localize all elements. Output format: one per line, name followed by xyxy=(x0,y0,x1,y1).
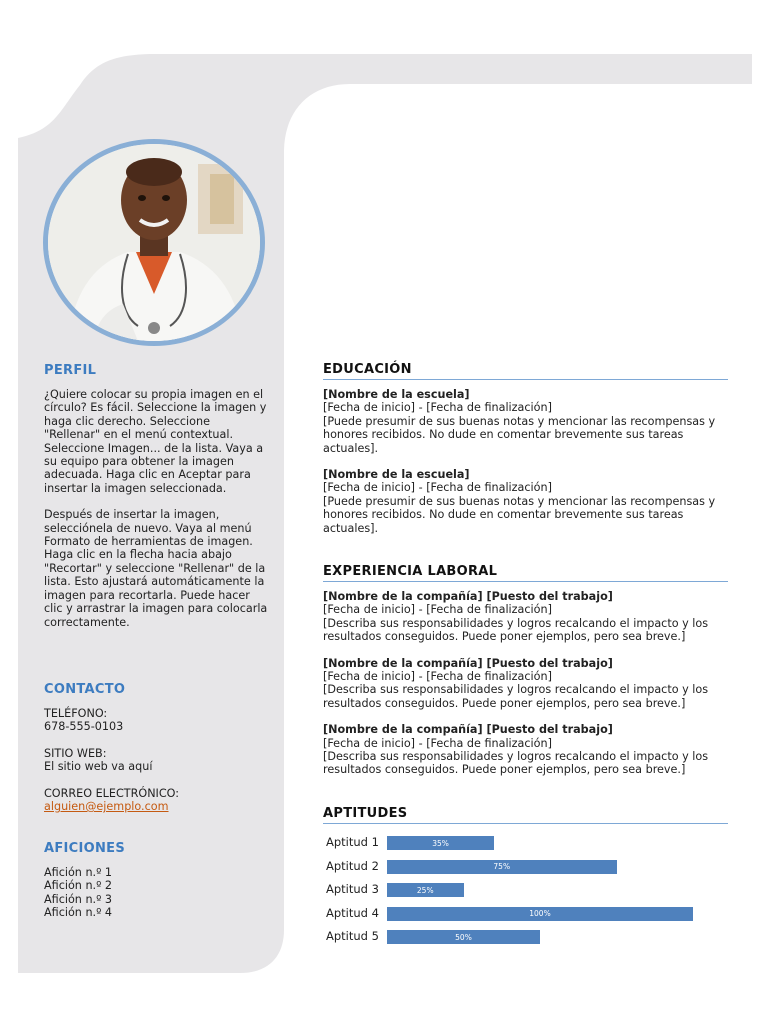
skill-track xyxy=(387,883,693,897)
profile-heading: PERFIL xyxy=(44,363,97,378)
entry-dates: [Fecha de inicio] - [Fecha de finalización] xyxy=(323,401,552,415)
skill-track xyxy=(387,860,693,874)
hobby-item: Afición n.º 3 xyxy=(44,892,113,906)
contact-phone xyxy=(44,707,268,734)
entry-dates: [Fecha de inicio] - [Fecha de finalización] xyxy=(323,670,552,684)
education-heading: EDUCACIÓN xyxy=(323,362,728,380)
entry-dates: [Fecha de inicio] - [Fecha de finalización] xyxy=(323,603,552,617)
skill-label: Aptitud 2 xyxy=(326,858,379,873)
entry-description: [Describa sus responsabilidades y logros recalcando el impacto y los resultados conseguidos. Puede poner ejemplos, pero sea breve.] xyxy=(323,750,709,777)
hobby-item: Afición n.º 4 xyxy=(44,906,113,920)
skill-track xyxy=(387,836,693,850)
skills-chart xyxy=(323,836,728,966)
web-value: El sitio web va aquí xyxy=(44,760,153,774)
experience-entry xyxy=(323,590,728,644)
entry-dates: [Fecha de inicio] - [Fecha de finalización] xyxy=(323,736,552,750)
contact-section xyxy=(44,682,268,826)
email-link[interactable]: alguien@ejemplo.com xyxy=(44,800,169,814)
doctor-portrait-illustration xyxy=(48,144,260,341)
skill-label: Aptitud 3 xyxy=(326,882,379,896)
skill-bar xyxy=(387,883,464,897)
skill-row xyxy=(323,930,728,944)
skill-bar xyxy=(387,860,617,874)
skill-row xyxy=(323,883,728,897)
entry-dates: [Fecha de inicio] - [Fecha de finalización] xyxy=(323,481,552,495)
skill-percent-label: 75% xyxy=(493,862,511,871)
education-section xyxy=(323,362,728,535)
skill-percent-label: 25% xyxy=(416,885,434,895)
entry-description: [Puede presumir de sus buenas notas y mencionar las recompensas y honores recibidos. No dude en comentar brevemente sus tareas actuales]. xyxy=(323,494,716,535)
experience-heading: EXPERIENCIA LABORAL xyxy=(323,564,728,582)
skill-label: Aptitud 4 xyxy=(326,905,379,920)
skill-label: Aptitud 1 xyxy=(326,835,379,849)
skill-bar xyxy=(387,930,540,944)
hobby-item: Afición n.º 1 xyxy=(44,866,113,879)
phone-label: TELÉFONO: xyxy=(44,707,108,720)
skill-percent-label: 100% xyxy=(529,909,551,918)
profile-paragraph: Después de insertar la imagen, selecciónela de nuevo. Vaya al menú Formato de herramientas de imagen. Haga clic en la flecha hacia abajo "Recortar" y seleccione "Rellenar" de la lista. Esto ajustará automáticamente la imagen para recortarla. Puede hacer clic y arrastrar la imagen para colocarla correctamente. xyxy=(44,508,268,629)
skill-percent-label: 35% xyxy=(432,838,449,848)
education-entry xyxy=(323,388,728,455)
experience-entry xyxy=(323,723,728,777)
experience-section xyxy=(323,564,728,777)
profile-paragraph: ¿Quiere colocar su propia imagen en el círculo? Es fácil. Seleccione la imagen y haga clic derecho. Seleccione "Rellenar" en el menú contextual. Seleccione Imagen... de la lista. Vaya a su equipo para obtener la imagen adecuada. Haga clic en Aceptar para insertar la imagen seleccionada. xyxy=(44,388,267,495)
skill-bar xyxy=(387,907,693,921)
skill-bar xyxy=(387,836,494,850)
skill-row xyxy=(323,860,728,874)
profile-photo[interactable] xyxy=(43,139,265,346)
skill-row xyxy=(323,836,728,850)
entry-description: [Describa sus responsabilidades y logros recalcando el impacto y los resultados conseguidos. Puede poner ejemplos, pero sea breve.] xyxy=(323,683,709,710)
school-name: [Nombre de la escuela] xyxy=(323,388,470,401)
skill-track xyxy=(387,907,693,921)
email-label: CORREO ELECTRÓNICO: xyxy=(44,786,180,800)
contact-web xyxy=(44,747,268,774)
experience-entry xyxy=(323,657,728,711)
hobby-item: Afición n.º 2 xyxy=(44,879,113,893)
company-position: [Nombre de la compañía] [Puesto del trabajo] xyxy=(323,590,613,603)
school-name: [Nombre de la escuela] xyxy=(323,468,470,482)
skill-percent-label: 50% xyxy=(455,932,472,942)
contact-email xyxy=(44,787,268,814)
web-label: SITIO WEB: xyxy=(44,746,107,760)
education-entry xyxy=(323,468,728,535)
hobbies-section xyxy=(44,841,268,920)
skill-track xyxy=(387,930,693,944)
contact-heading: CONTACTO xyxy=(44,682,126,697)
company-position: [Nombre de la compañía] [Puesto del trabajo] xyxy=(323,656,613,670)
skills-section xyxy=(323,806,728,966)
skill-label: Aptitud 5 xyxy=(326,929,379,943)
phone-value: 678-555-0103 xyxy=(44,720,124,734)
hobbies-heading: AFICIONES xyxy=(44,841,126,856)
skill-row xyxy=(323,907,728,921)
profile-section xyxy=(44,363,268,629)
company-position: [Nombre de la compañía] [Puesto del trabajo] xyxy=(323,723,613,737)
skills-heading: APTITUDES xyxy=(323,806,728,824)
entry-description: [Describa sus responsabilidades y logros recalcando el impacto y los resultados conseguidos. Puede poner ejemplos, pero sea breve.] xyxy=(323,616,709,644)
entry-description: [Puede presumir de sus buenas notas y mencionar las recompensas y honores recibidos. No dude en comentar brevemente sus tareas actuales]. xyxy=(323,414,716,455)
